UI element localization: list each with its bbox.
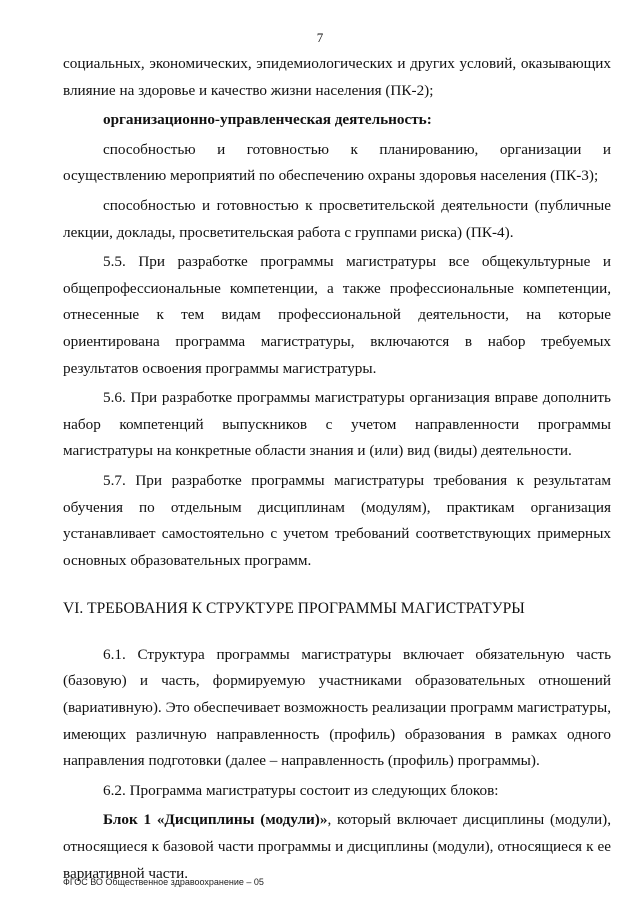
paragraph-6-1: 6.1. Структура программы магистратуры включает обязательную часть (базовую) и часть, формируемую участниками образовательных отношений (вариативную). Это обеспечивает возможность реализации программ магистратуры, имеющих различную направленность (профиль) образования в рамках одного направления подготовки (далее – направленность (профиль) программы). <box>63 645 611 770</box>
paragraph-continuation: социальных, экономических, эпидемиологических и других условий, оказывающих влияние на здоровье и качество жизни населения (ПК-2); <box>63 55 611 99</box>
document-body <box>63 51 611 887</box>
activity-subheading <box>63 107 611 134</box>
activity-subheading-text: организационно-управленческая деятельность: <box>103 111 432 129</box>
paragraph-5-7: 5.7. При разработке программы магистратуры требования к результатам обучения по отдельным дисциплинам (модулям), практикам организация устанавливает самостоятельно с учетом требований соответствующих примерных основных образовательных программ. <box>63 471 611 569</box>
paragraph-block1 <box>63 807 611 887</box>
paragraph-pk4: способностью и готовностью к просветительской деятельности (публичные лекции, доклады, просветительская работа с группами риска) (ПК-4). <box>63 196 611 241</box>
section-heading: VI. ТРЕБОВАНИЯ К СТРУКТУРЕ ПРОГРАММЫ МАГИСТРАТУРЫ <box>63 600 525 618</box>
paragraph-5-6: 5.6. При разработке программы магистратуры организация вправе дополнить набор компетенций выпускников с учетом направленности программы магистратуры на конкретные области знания и (или) вид (виды) деятельности. <box>63 389 611 460</box>
paragraph-6-2: 6.2. Программа магистратуры состоит из следующих блоков: <box>103 781 499 799</box>
paragraph-5-5: 5.5. При разработке программы магистратуры все общекультурные и общепрофессиональные компетенции, а также профессиональные компетенции, отнесенные к тем видам профессиональной деятельности, на которые ориентирована программа магистратуры, включаются в набор требуемых результатов освоения программы магистратуры. <box>63 253 611 377</box>
block1-text: , который включает дисциплины (модули), относящиеся к базовой части программы и дисциплины (модули), относящиеся к ее вариативной части. <box>63 811 611 882</box>
page-footer: ФГОС ВО Общественное здравоохранение – 05 <box>63 877 264 887</box>
page-number: 7 <box>316 30 324 45</box>
block1-title: Блок 1 «Дисциплины (модули)» <box>103 811 328 829</box>
paragraph-pk3: способностью и готовностью к планированию, организации и осуществлению мероприятий по обеспечению охраны здоровья населения (ПК-3); <box>63 140 611 185</box>
